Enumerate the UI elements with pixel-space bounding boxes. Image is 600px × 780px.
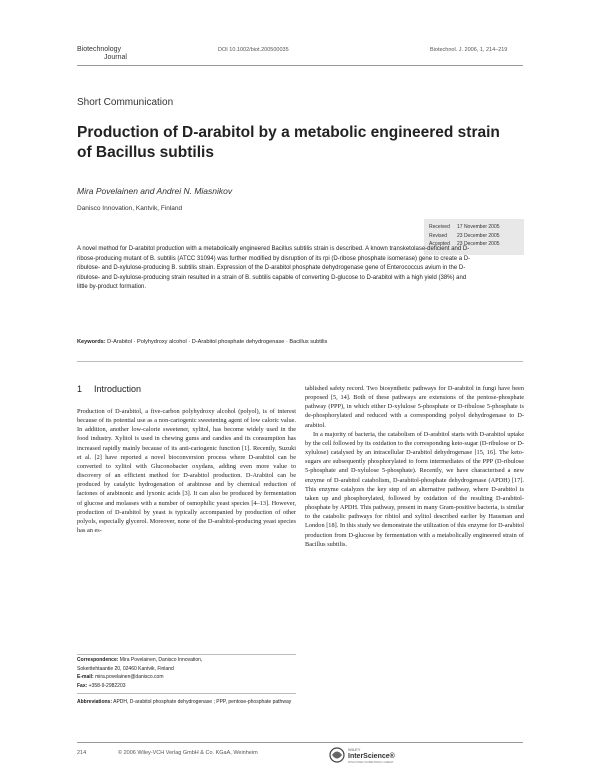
abbreviations-text: APDH, D-arabitol phosphate dehydrogenase ; PPP, pentose-phosphate pathway xyxy=(113,699,292,705)
authors: Mira Povelainen and Andrei N. Miasnikov xyxy=(77,186,233,196)
received-label: Received xyxy=(429,224,450,230)
revised-label: Revised xyxy=(429,232,448,239)
journal-name xyxy=(77,46,127,62)
copyright: © 2006 Wiley-VCH Verlag GmbH & Co. KGaA, Weinheim xyxy=(118,750,258,756)
keywords xyxy=(77,339,477,345)
logo-wiley-text: WILEY xyxy=(348,747,361,752)
body-column-right xyxy=(305,384,524,549)
accepted-date: 23 December 2005 xyxy=(457,241,500,247)
footer-rule xyxy=(77,742,523,743)
intro-paragraph-2: In a majority of bacteria, the catabolism of D-arabitol starts with D-arabitol uptake by the cell followed by its oxidation to the corresponding keto-sugar (D-ribulose or D-xylulose) catalysed by an intracellular D-arabitol dehydrogenase [15, 16]. The keto-sugars are subsequently phosphorylated to form intermediates of the PPP (D-ribulose 5-phosphate and D-xylulose 5-phosphate). Recently, we have characterised a new enzyme of D-arabitol catabolism, D-arabitol-phosphate dehydrogenase (APDH) [17]. This enzyme catalyzes the key step of an alternative pathway, where D-arabitol is taken up and phosphorylated, followed by oxidation of the resulting D-arabitol-phosphate by APDH. This pathway, present in many Gram-positive bacteria, is similar to the catabolic pathways for ribitol and xylitol described earlier by Hausman and London [18]. In this study we demonstrate the utilization of this enzyme for D-arabitol production from D-glucose by fermentation with a metabolically engineered strain of Bacillus subtilis. xyxy=(305,430,524,548)
correspondence-label: Correspondence: xyxy=(77,657,119,663)
abbreviations-rule xyxy=(77,693,296,694)
correspondence-rule xyxy=(77,654,296,655)
logo-name-text: InterScience® xyxy=(348,753,395,760)
affiliation: Danisco Innovation, Kantvik, Finland xyxy=(77,205,183,212)
interscience-logo[interactable] xyxy=(328,744,418,766)
interscience-logo-icon xyxy=(328,744,418,766)
keywords-label: Keywords: xyxy=(77,339,106,345)
accepted-label: Accepted xyxy=(429,241,450,247)
correspondence xyxy=(77,656,296,690)
correspondence-name: Mira Povelainen, Danisco Innovation, xyxy=(119,657,203,663)
keywords-list: D-Arabitol · Polyhydroxy alcohol · D-Arabitol phosphate dehydrogenase · Bacillus subtilis xyxy=(107,339,328,345)
logo-tagline-text: DISCOVER SOMETHING GREAT xyxy=(348,760,394,764)
page-number: 214 xyxy=(77,750,87,756)
journal-name-line2: Journal xyxy=(104,54,127,61)
correspondence-address: Sokeritehtaantie 20, 02460 Kantvik, Finland xyxy=(77,665,174,672)
received-date: 17 November 2005 xyxy=(457,224,500,230)
doi[interactable]: DOI 10.1002/biot.200500035 xyxy=(218,47,289,53)
email-label: E-mail: xyxy=(77,674,94,680)
abstract-divider xyxy=(77,361,523,362)
title-line1: Production of D-arabitol by a metabolic engineered strain xyxy=(77,124,500,141)
body-column-left xyxy=(77,407,296,535)
journal-name-line1: Biotechnology xyxy=(77,46,121,53)
email-link[interactable]: mira.povelainen@danisco.com xyxy=(95,674,164,680)
section-type: Short Communication xyxy=(77,97,174,108)
abstract: A novel method for D-arabitol production with a metabolically engineered Bacillus subtilis strain is described. A known transketolase-deficient and D-ribose-producing mutant of B. subtilis (ATCC 31094) was further modified by disruption of its rpi (D-ribose phosphate isomerase) gene to create a D-ribulose- and D-xylulose-producing B. subtilis strain. Expression of the D-arabitol phosphate dehydrogenase gene of Enterococcus avium in the D-ribulose- and D-xylulose-producing strain resulted in a strain of B. subtilis capable of converting D-glucose to D-arabitol with a high yield (38%) and little by-product formation. xyxy=(77,246,471,291)
abbreviations-label: Abbreviations: xyxy=(77,699,113,705)
section-title: Introduction xyxy=(94,384,142,394)
header-rule xyxy=(77,65,523,66)
citation: Biotechnol. J. 2006, 1, 214–219 xyxy=(430,47,508,53)
section-heading-introduction xyxy=(77,384,141,394)
article-title xyxy=(77,123,517,163)
revised-date: 23 December 2005 xyxy=(457,232,500,239)
fax-number: +358-9-2982203 xyxy=(88,682,126,689)
intro-paragraph-1-cont: tablished safety record. Two biosynthetic pathways for D-arabitol in fungi have been proposed [5, 14]. Both of these pathways are extensions of the pentose-phosphate pathway (PPP), in which either D-xylulose 5-phosphate or D-ribulose 5-phosphate is de-phosphorylated and reduced with a corresponding polyol dehydrogenase to D-arabitol. xyxy=(305,385,524,429)
abbreviations xyxy=(77,698,296,707)
intro-paragraph-1: Production of D-arabitol, a five-carbon polyhydroxy alcohol (polyol), is of interest because of its potential use as a non-cariogenic sweetening agent of low caloric value. In addition, another low-calorie sweetener, xylitol, has become widely used in the food industry. Xylitol is used in chewing gums and candies and its consumption has increased rapidly mainly because of its anti-cariogenic function [1]. Recently, Suzuki et al. [2] have reported a novel bioconversion process where D-arabitol can be converted to xylitol with Gluconobacter oxydans, adding even more value to discovery of an efficient method for D-arabitol production. D-Arabitol can be produced by catalytic hydrogenation of arabinose and by chemical reduction of lactones of arabinonic and lyxonic acids [3]. It can also be produced by fermentation of glucose and molasses with a number of osmophilic yeast species [4–13]. However, production of D-arabitol by yeast is typically accompanied by production of other polyols, especially glycerol. Moreover, none of the D-arabitol-producing yeast species has an es- xyxy=(77,408,296,535)
fax-label: Fax: xyxy=(77,682,88,689)
section-number: 1 xyxy=(77,384,83,394)
title-line2: of Bacillus subtilis xyxy=(77,144,214,161)
